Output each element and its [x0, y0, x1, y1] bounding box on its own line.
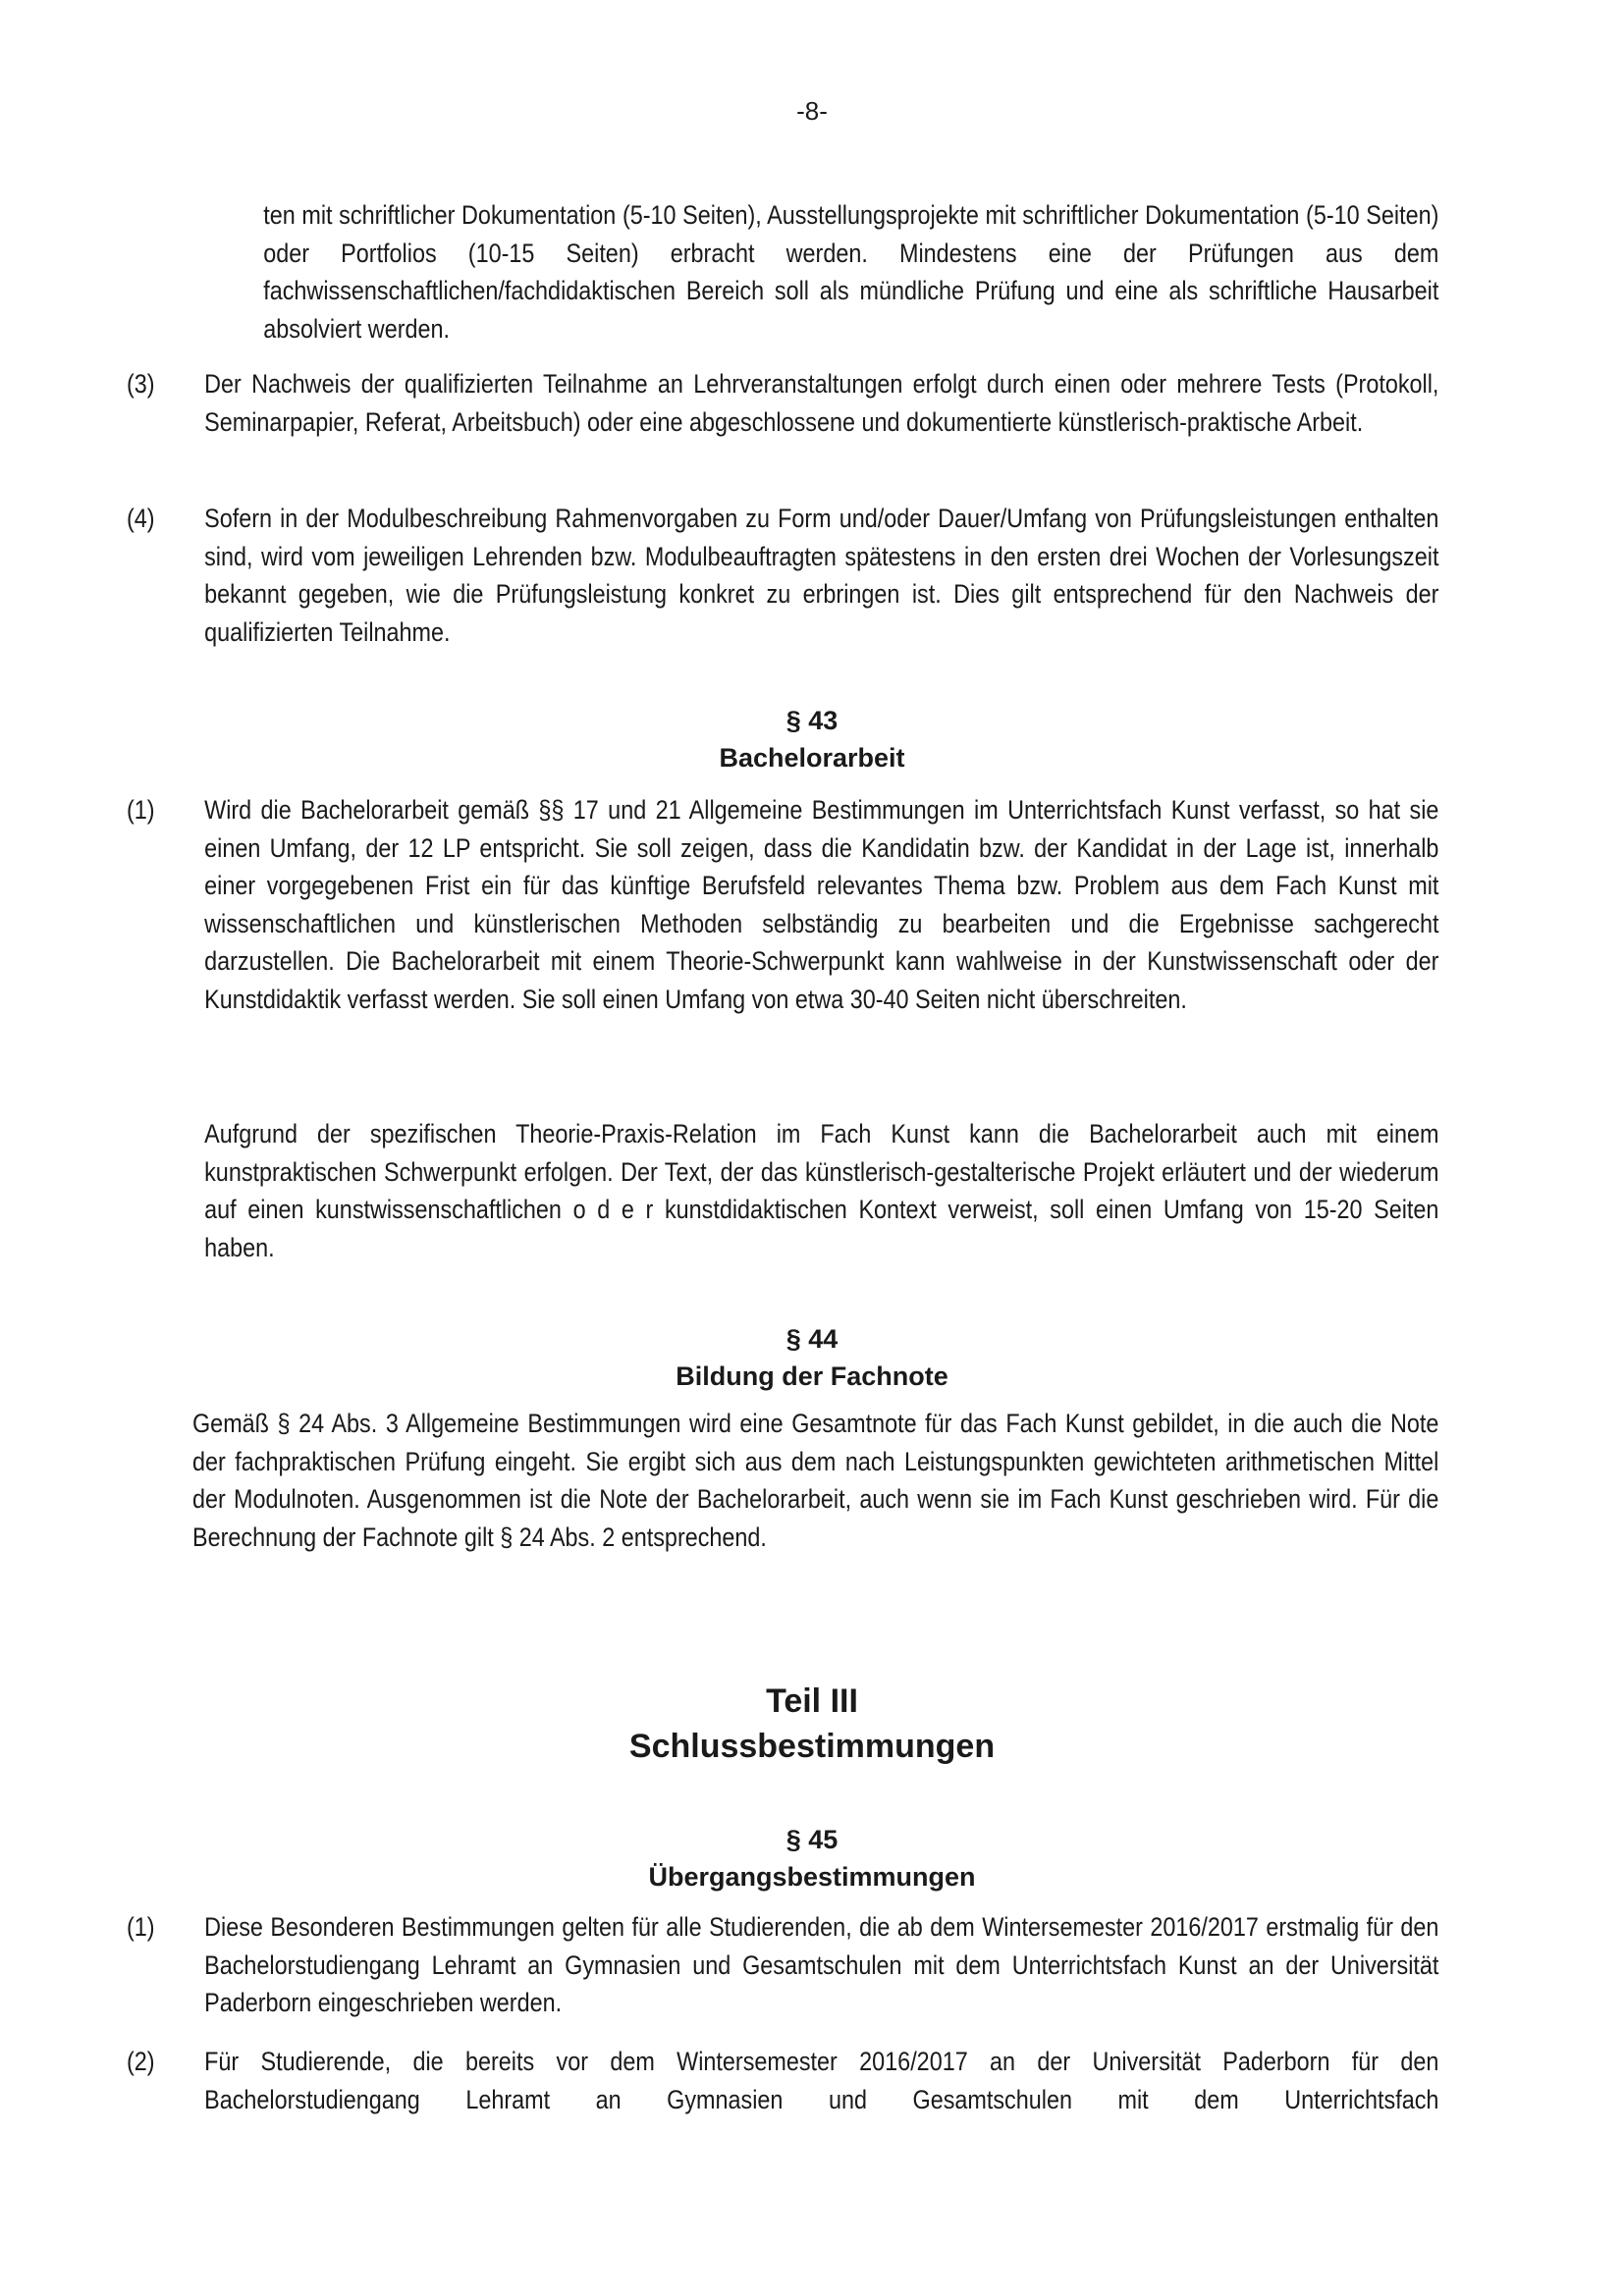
section-number: § 44	[785, 1324, 839, 1354]
section-title: Übergangsbestimmungen	[648, 1862, 976, 1892]
section-43-continuation	[127, 1115, 1439, 1266]
item-text: Sofern in der Modulbeschreibung Rahmenvorgaben zu Form und/oder Dauer/Umfang von Prüfungsleistungen enthalten sind, wird vom jeweiligen Lehrenden bzw. Modulbeauftragten spätestens in den ersten drei Wochen der Vorlesungszeit bekannt gegeben, wie die Prüfungsleistung konkret zu erbringen ist. Dies gilt entsprechend für den Nachweis der qualifizierten Teilnahme.	[204, 503, 1439, 647]
item-number: (3)	[127, 368, 155, 399]
section-45-heading	[0, 1821, 1624, 1896]
item-text: Wird die Bachelorarbeit gemäß §§ 17 und 21 Allgemeine Bestimmungen im Unterrichtsfach Kunst verfasst, so hat sie einen Umfang, der 12 LP entspricht. Sie soll zeigen, dass die Kandidatin bzw. der Kandidat in der Lage ist, innerhalb einer vorgegebenen Frist ein für das künftige Berufsfeld relevantes Thema bzw. Problem aus dem Fach Kunst mit wissenschaftlichen und künstlerischen Methoden selbständig zu bearbeiten und die Ergebnisse sachgerecht darzustellen. Die Bachelorarbeit mit einem Theorie-Schwerpunkt kann wahlweise in der Kunstwissenschaft oder der Kunstdidaktik verfasst werden. Sie soll einen Umfang von etwa 30-40 Seiten nicht überschreiten.	[204, 794, 1439, 1014]
items-top-3	[127, 365, 1439, 441]
items-top-4	[127, 500, 1439, 651]
part-title: Teil III	[766, 1682, 858, 1720]
item-text: Diese Besonderen Bestimmungen gelten für alle Studierenden, die ab dem Wintersemester 2016/2017 erstmalig für den Bachelorstudiengang Lehramt an Gymnasien und Gesamtschulen mit dem Unterrichtsfach Kunst an der Universität Paderborn eingeschrieben werden.	[204, 1911, 1439, 2017]
page-number: -8-	[796, 96, 828, 126]
part-3-heading	[0, 1679, 1624, 1769]
intro-continuation: ten mit schriftlicher Dokumentation (5-10 Seiten), Ausstellungsprojekte mit schriftlicher Dokumentation (5-10 Seiten) oder Portfolios (10-15 Seiten) erbracht werden. Mindestens eine der Prüfungen aus dem fachwissenschaftlichen/fachdidaktischen Bereich soll als mündliche Prüfung und eine als schriftliche Hausarbeit absolviert werden.	[263, 199, 1439, 344]
section-44-body	[192, 1405, 1439, 1556]
part-subtitle: Schlussbestimmungen	[628, 1728, 996, 1765]
list-item	[127, 1908, 1438, 2022]
section-number: § 45	[785, 1825, 839, 1854]
list-item	[127, 500, 1438, 651]
section-title: Bildung der Fachnote	[676, 1362, 948, 1391]
section-43-heading	[0, 702, 1624, 776]
section-43-item-1	[127, 791, 1439, 1018]
item-number: (1)	[127, 1911, 155, 1942]
item-continuation: Aufgrund der spezifischen Theorie-Praxis-Relation im Fach Kunst kann die Bachelorarbeit auch mit einem kunstpraktischen Schwerpunkt erfolgen. Der Text, der das künstlerisch-gestalterische Projekt erläutert und der wiederum auf einen kunstwissenschaftlichen o d e r kunstdidaktischen Kontext verweist, soll einen Umfang von 15-20 Seiten haben.	[204, 1118, 1439, 1262]
section-number: § 43	[785, 706, 839, 735]
list-item	[127, 791, 1438, 1018]
item-number: (4)	[127, 503, 155, 533]
section-44-heading	[0, 1320, 1624, 1395]
intro-block	[192, 196, 1439, 347]
section-45-item-2	[127, 2043, 1439, 2118]
item-text: Für Studierende, die bereits vor dem Wintersemester 2016/2017 an der Universität Paderborn für den Bachelorstudiengang Lehramt an Gymnasien und Gesamtschulen mit dem Unterrichtsfach	[204, 2046, 1439, 2114]
item-number: (2)	[127, 2046, 155, 2076]
item-number: (1)	[127, 794, 155, 825]
item-text: Der Nachweis der qualifizierten Teilnahme an Lehrveranstaltungen erfolgt durch einen oder mehrere Tests (Protokoll, Seminarpapier, Referat, Arbeitsbuch) oder eine abgeschlossene und dokumentierte künstlerisch-praktische Arbeit.	[204, 368, 1439, 437]
list-item	[127, 365, 1438, 441]
list-item	[127, 2043, 1438, 2118]
section-45-item-1	[127, 1908, 1439, 2022]
section-44-text: Gemäß § 24 Abs. 3 Allgemeine Bestimmungen wird eine Gesamtnote für das Fach Kunst gebildet, in die auch die Note der fachpraktischen Prüfung eingeht. Sie ergibt sich aus dem nach Leistungspunkten gewichteten arithmetischen Mittel der Modulnoten. Ausgenommen ist die Note der Bachelorarbeit, auch wenn sie im Fach Kunst geschrieben wird. Für die Berechnung der Fachnote gilt § 24 Abs. 2 entsprechend.	[192, 1408, 1439, 1552]
section-title: Bachelorarbeit	[719, 743, 905, 773]
